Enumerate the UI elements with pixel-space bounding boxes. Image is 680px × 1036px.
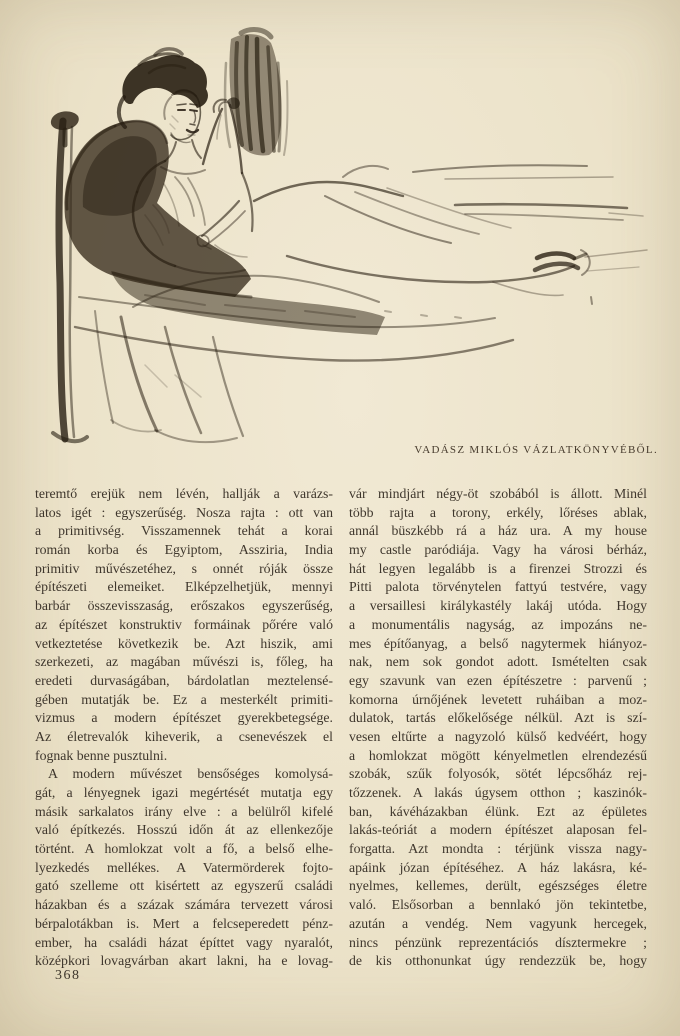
paragraph — [349, 485, 647, 971]
text-line: lyezkedés mellékes. A Vatermörderek fojto- — [35, 859, 333, 875]
text-columns — [35, 485, 647, 971]
text-line: szerkezeti, az magában művészi is, főleg, ha — [35, 654, 333, 670]
paragraph — [35, 765, 333, 971]
sketch-illustration — [25, 5, 665, 450]
text-line: ember, ha családi házat építtet vagy nyaralót, — [35, 934, 333, 950]
text-line: gében mutatják be. Ez a mesterkélt primiti- — [35, 691, 333, 707]
text-line: azután a vendég. Nem vagyunk hercegek, — [349, 915, 647, 931]
text-line: bérpalotákban is. Mert a felcseperedett pénz- — [35, 915, 333, 931]
curtain-backdrop — [225, 30, 288, 156]
text-line: fognak benne pusztulni. — [35, 747, 168, 763]
text-line: A modern művészet bensőséges komolysá- — [48, 766, 333, 782]
text-line: a homlokzat mögött kényelmetlen elrendezésű — [349, 747, 647, 763]
text-line: forgatta. Azt mondta : térjünk vissza nagy- — [349, 841, 647, 857]
text-line: román korba és Egyiptom, Assziria, India — [35, 542, 333, 558]
text-line: ban, kávéházakban élünk. Ezt az épületes — [349, 803, 647, 819]
text-line: komorna úrnőjének levetett ruháiban a moz- — [349, 691, 647, 707]
text-line: latos igét : egyszerűség. Nosza rajta : ott van — [35, 504, 333, 520]
text-line: teremtő erejük nem lévén, hallják a varázs- — [35, 486, 333, 501]
text-line: nincs pénzünk reprezentációs dísztermekre ; — [349, 934, 647, 950]
text-line: való. Elsősorban a bennlakó jön tekintetbe, — [349, 897, 647, 913]
text-line: lakás-teóriát a modern építészet alaposan fel- — [349, 822, 647, 838]
text-line: nak, nem sok gondot adott. Ismételten csak — [349, 654, 647, 670]
text-line: a monumentális nagyság, az impozáns ne- — [349, 616, 647, 632]
text-line: történt. A homlokzat volt a fő, a belső elhe- — [35, 841, 333, 857]
text-line: gató szelleme ott kisértett az egyszerű családi — [35, 878, 333, 894]
text-line: építészeti elemeiket. Elképzelhetjük, mennyi — [35, 579, 333, 595]
text-line: annál büszkébb rá a ház ura. A my house — [349, 523, 647, 539]
text-line: szobák, szűk folyosók, sötét lépcsőház rej- — [349, 766, 647, 782]
page-number: 368 — [55, 968, 81, 983]
bed-sheet-legs — [254, 165, 647, 318]
headboard-pillow — [64, 120, 251, 297]
text-line: az építészet konstruktiv formáinak pőrére való — [35, 616, 333, 632]
text-line: több rajta a torony, erkély, lőréses ablak, — [349, 504, 647, 520]
text-line: vetkeztetése következik be. Azt hiszik, ami — [35, 635, 333, 651]
text-line: gát, a lényegnek igazi megértését mutatja egy — [35, 785, 333, 800]
text-line: vár mindjárt négy-öt szobából is állott. Minél — [349, 486, 647, 501]
text-line: barbár összevisszaság, erőszakos egyszerűség, — [35, 598, 333, 614]
paragraph — [35, 485, 333, 765]
text-line: házakban és a százak számára tervezett városi — [35, 897, 333, 913]
text-line: a versaillesi királykastély lakáj utóda. Hogy — [349, 598, 647, 614]
text-line: dulatok, tartás előkelősége nélkül. Azt is szí- — [349, 710, 647, 726]
text-line: középkori lovagvárban akart lakni, ha e lovag- — [35, 953, 333, 969]
text-column-right — [349, 485, 647, 971]
text-line: nyelmes, kellemes, derült, egészséges életre — [349, 878, 647, 894]
text-line: Pitti palota törvénytelen fattyú testvére, vagy — [349, 579, 647, 595]
text-line: my castle paródiája. Vagy ha városi bérház, — [349, 542, 647, 558]
illustration-caption: VADÁSZ MIKLÓS VÁZLATKÖNYVÉBŐL. — [414, 444, 658, 456]
text-column-left — [35, 485, 333, 971]
text-line: hát legyen legalább is a firenzei Strozzi és — [349, 560, 647, 576]
text-line: Az életrevalók kiheverik, a csenevészek el — [35, 728, 333, 744]
text-line: tőzzenek. A lakás úgysem otthon ; kaszinók- — [349, 785, 647, 800]
text-line: vizmus a modern építészet gyerekbetegsége. — [35, 710, 333, 726]
text-line: egy szavunk van ezen építészetre : parvenű ; — [349, 672, 647, 688]
text-line: primitiv művészetéhez, s onnét róják össze — [35, 560, 333, 576]
text-line: való építkezés. Hosszú időn át az ellenkezője — [35, 822, 333, 838]
text-line: vesen eltűrte a nagyzoló külső kedvéért, hogy — [349, 728, 647, 744]
text-line: másik sarkalatos irány elve : a belülről kifelé — [35, 803, 333, 819]
text-line: a primitivség. Visszamennek tehát a korai — [35, 523, 333, 539]
text-line: eredeti durvaságában, bárdolatlan meztelensé- — [35, 672, 333, 688]
text-line: mes építőanyag, a belső nagytermek hiányoz- — [349, 635, 647, 651]
text-line: de kis otthonunkat úgy rendezzük be, hogy — [349, 953, 647, 969]
text-line: apáink józan építéséhez. A ház lakásra, ké- — [349, 859, 647, 875]
